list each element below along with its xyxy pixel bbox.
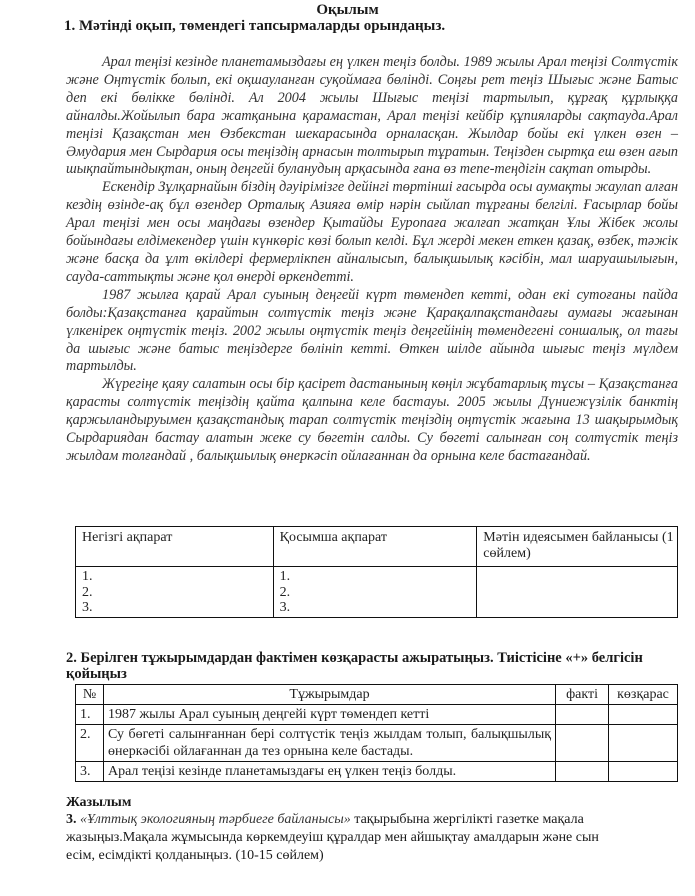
additional-info-item-1: 1. [279, 569, 291, 584]
fact-cell[interactable] [556, 705, 609, 725]
task3-topic: «Ұлттық экологияның тәрбиеге байланысы» [80, 812, 351, 827]
additional-info-item-3: 3. [279, 600, 291, 615]
fact-cell[interactable] [556, 762, 609, 782]
info-table-header-row [76, 527, 678, 567]
statement-text: 1987 жылы Арал суының деңгейі күрт төмендеп кетті [103, 705, 555, 725]
header-statements: Тұжырымдар [103, 685, 555, 705]
task3-instructions [66, 811, 626, 865]
fact-cell[interactable] [556, 725, 609, 762]
opinion-cell[interactable] [609, 725, 678, 762]
additional-info-item-2: 2. [279, 584, 291, 600]
table-row [76, 725, 678, 762]
section-title-writing: Жазылым [66, 795, 132, 810]
fact-opinion-table [75, 684, 678, 782]
opinion-cell[interactable] [609, 705, 678, 725]
header-idea-link: Мәтін идеясымен байланысы (1 сөйлем) [477, 527, 678, 567]
info-table [75, 526, 678, 618]
main-info-cell[interactable] [76, 567, 274, 618]
additional-info-cell[interactable] [273, 567, 477, 618]
table-row [76, 705, 678, 725]
section-title-reading: Оқылым [316, 2, 379, 18]
table-row [76, 762, 678, 782]
main-info-item-1: 1. [82, 569, 93, 584]
paragraph-2: Ескендір Зұлқарнайын біздің дәуірімізге дейінгі төртінші ғасырда осы аумақты жаулап алған кездің өзінде-ақ бұл өзендер Орталық Азияға өмір нәрін сыйлап тұрғаны белгілі. Ғасырлар бойы Арал теңізі мен осы маңдағы өзендер Қытайды Еуропаға жалғап жатқан Ұлы Жібек жолы бойындағы елдімекендер үшін күнкөріс көзі болып келді. Бұл жерді мекен еткен қазақ, өзбек, тәжік және басқа да ұлт өкілдері фермерлікпен айналысып, балықшылық кәсібін, мал шаруашылығын, сауда-саттықты және қол өнерді өркендетті. [66, 179, 678, 285]
task2-title: 2. Берілген тұжырымдардан фактімен көзқарасты ажыратыңыз. Тиістісіне «+» белгісін қойыңыз [66, 650, 643, 682]
row-number: 1. [76, 705, 104, 725]
row-number: 3. [76, 762, 104, 782]
task1-title: 1. Мәтінді оқып, төмендегі тапсырмаларды орындаңыз. [64, 18, 446, 34]
statement-text: Арал теңізі кезінде планетамыздағы ең үлкен теңіз болды. [103, 762, 555, 782]
paragraph-3: 1987 жылға қарай Арал суының деңгейі күрт төмендеп кетті, одан екі сутоғаны пайда болды:Қазақстанға қарайтын солтүстік теңіз және Қарақалпақстандағы аумағы жағынан үлкенірек оңтүстік теңіз. 2002 жылы оңтүстік теңіз деңгейінің төмендегені соншалық, ол тағы да шығыс және батыс теңіздерге бөлініп кетті. Өткен шілде айында шығыс теңіз мүлдем тартылды. [66, 286, 678, 375]
task3-number: 3. [66, 812, 77, 827]
task3-text: тақырыбына жергілікті газетке мақала жазыңыз.Мақала жұмысында көркемдеуіш құралдар мен айшықтау амалдарын және сын есім, есімдікті қолданыңыз. (10-15 сөйлем) [66, 812, 599, 863]
idea-link-cell[interactable] [477, 567, 678, 618]
paragraph-1: Арал теңізі кезінде планетамыздағы ең үлкен теңіз болды. 1989 жылы Арал теңізі Солтүстік және Оңтүстік болып, екі оқшауланған суқоймаға бөлінді. Соңғы рет теңіз Шығыс және Батыс деп екі бөлікке бөлінді. Ал 2004 жылы Шығыс теңізі тартылып, құрғақ құрлыққа айналды.Жойылып бара жатқанына қарамастан, Арал теңізі кейбір құпияларды сақтауда.Арал теңізі Қазақстан мен Өзбекстан шекарасында орналасқан. Жылдар бойы екі үлкен өзен – Әмудария мен Сырдария осы теңіздің арнасын толтырып тұратын. Теңізден сыртқа еш өзен ағып шықпайтындықтан, оның деңгейі буланудың арқасында ғана өз тепе-теңдігін сақтап отырды. [66, 54, 678, 178]
row-number: 2. [76, 725, 104, 762]
header-additional-info: Қосымша ақпарат [273, 527, 477, 567]
header-opinion: көзқарас [609, 685, 678, 705]
header-main-info: Негізгі ақпарат [76, 527, 274, 567]
opinion-cell[interactable] [609, 762, 678, 782]
fact-opinion-header-row [76, 685, 678, 705]
header-fact: факті [556, 685, 609, 705]
statement-text: Су бөгеті салынғаннан бері солтүстік теңіз жылдам толып, балықшылық өнеркәсібі ойлағаннан да тез орнына келе бастады. [103, 725, 555, 762]
paragraph-4: Жүрегіңе қаяу салатын осы бір қасірет дастанының көңіл жұбатарлық тұсы – Қазақстанға қарасты солтүстік теңіздің қайта қалпына келе бастауы. 2005 жылы Дүниежүзілік банктің қаржыландыруымен қазақстандық тарап солтүстік теңіздің оңтүстік жағына 13 шақырымдық Сырдариядан бастау алатын жеке су бөгетін салды. Су бөгеті салынған соң солтүстік теңіз жылдам толғандай , балықшылық өнеркәсіп ойлағаннан да орнына келе бастағандай. [66, 376, 678, 464]
main-info-item-2: 2. [82, 584, 93, 600]
header-number: № [76, 685, 104, 705]
reading-text [66, 54, 678, 466]
info-table-answer-row [76, 567, 678, 618]
main-info-item-3: 3. [82, 600, 93, 615]
